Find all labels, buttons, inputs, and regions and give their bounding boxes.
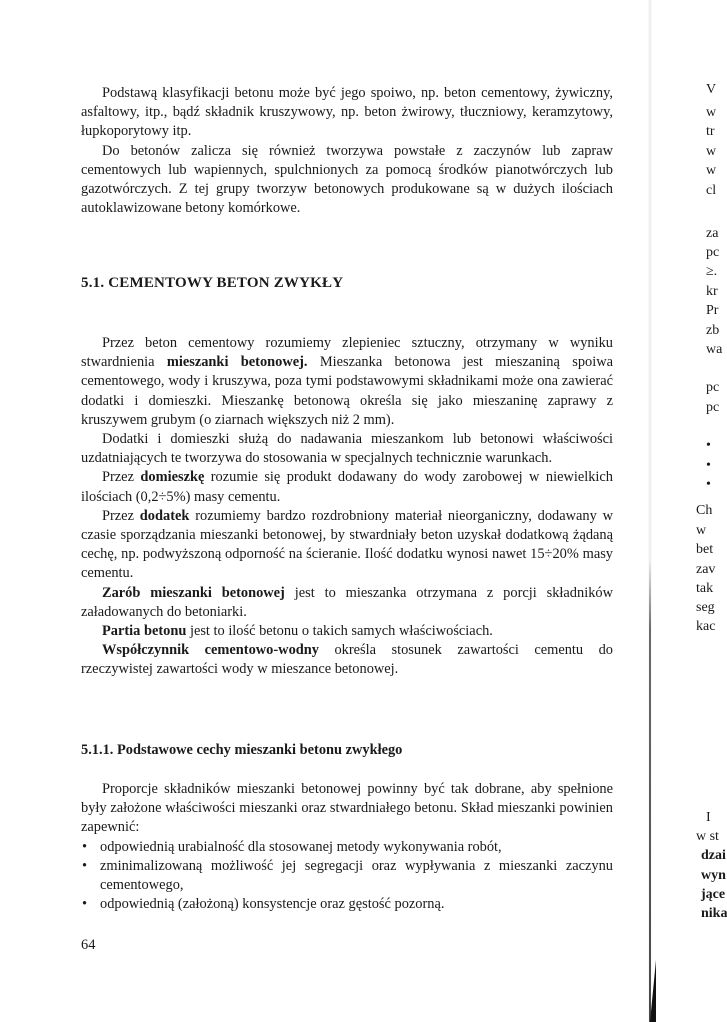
section-paragraph-7	[81, 641, 613, 679]
next-page-fragment: seg	[696, 600, 715, 615]
page-number: 64	[81, 937, 96, 953]
next-page-fragment: cl	[706, 183, 717, 198]
next-page-fragment: •	[706, 438, 711, 453]
binding-wedge	[650, 960, 656, 1022]
next-page-fragment: V	[706, 82, 717, 97]
section-heading: 5.1. CEMENTOWY BETON ZWYKŁY	[81, 275, 344, 291]
next-page-fragment: •	[706, 477, 711, 492]
section-paragraph-2: Dodatki i domieszki służą do nadawania mieszankom lub betonowi właściwości uzdatniających te tworzywa do stosowania w specjalnych technicznie warunkach.	[81, 431, 613, 467]
section-paragraph-5	[81, 584, 613, 622]
section-paragraph-1	[81, 334, 613, 430]
next-page-fragment: kr	[706, 284, 718, 299]
term-dodatek: dodatek	[139, 507, 190, 524]
section-body	[81, 334, 613, 680]
text-run: określa stosunek zawartości cementu do rzeczywistej zawartości wody w mieszance betonowej.	[81, 642, 613, 678]
next-page-fragment: kac	[696, 619, 716, 634]
next-page-fragment: zav	[696, 562, 716, 577]
list-item: • odpowiednią urabialność dla stosowanej metody wykonywania robót,	[81, 838, 613, 857]
binding-shadow	[649, 560, 651, 1022]
next-page-fragment: tr	[706, 124, 715, 139]
intro-block	[81, 84, 613, 218]
list-item: • zminimalizowaną możliwość jej segregacji oraz wypływania z mieszanki zaczynu cementowego,	[81, 857, 613, 895]
next-page-fragment: jące	[701, 887, 726, 902]
next-page-fragment: I	[706, 810, 711, 825]
text-run: Przez	[102, 507, 140, 524]
next-page-fragment: wyn	[701, 868, 726, 883]
text-run: Mieszanka betonowa jest mieszaniną spoiwa cementowego, wody i kruszywa, poza tymi podstawowymi składnikami może ona zawierać dodatki i domieszki. Mieszankę betonową określa się jako mieszaninę zaprawy z kruszywem grubym (o ziarnach większych niż 2 mm).	[81, 354, 613, 428]
next-page-fragment: pc	[706, 245, 720, 260]
next-page-fragment: tak	[696, 581, 714, 596]
section-paragraph-3	[81, 468, 613, 506]
next-page-fragment: zb	[706, 323, 720, 338]
next-page-fragment: w	[706, 105, 717, 120]
section-paragraph-6	[81, 622, 613, 641]
next-page-fragment: wa	[706, 342, 723, 357]
term-wspolczynnik: Współczynnik cementowo-wodny	[102, 642, 319, 659]
next-page-fragment: za	[706, 226, 719, 241]
text-run: jest to mieszanka otrzymana z porcji składników załadowanych do betoniarki.	[81, 584, 613, 620]
next-page-fragment: Ch	[696, 503, 713, 518]
term-mieszanka: mieszanki betonowej.	[166, 354, 308, 371]
next-page-fragment: w st	[696, 829, 719, 844]
requirements-list	[81, 838, 613, 915]
next-page-sliver	[648, 0, 727, 1022]
next-page-fragment: pc	[706, 380, 720, 395]
next-page-fragment: ≥.	[706, 264, 718, 279]
next-page-fragment: w	[696, 523, 707, 538]
list-item: • odpowiednią (założoną) konsystencje oraz gęstość pozorną.	[81, 895, 613, 914]
term-partia: Partia betonu	[102, 623, 187, 640]
subsection-paragraph-1: Proporcje składników mieszanki betonowej powinny być tak dobrane, aby spełnione były założone właściwości mieszanki oraz stwardniałego betonu. Skład mieszanki powinien zapewnić:	[81, 781, 613, 836]
subsection-heading: 5.1.1. Podstawowe cechy mieszanki betonu zwykłego	[81, 742, 403, 758]
text-run: rozumie się produkt dodawany do wody zarobowej w niewielkich ilościach (0,2÷5%) masy cementu.	[81, 469, 614, 505]
next-page-fragment: •	[706, 458, 711, 473]
next-page-fragment: w	[706, 163, 717, 178]
subsection-body	[81, 780, 613, 914]
text-run: rozumiemy bardzo rozdrobniony materiał nieorganiczny, dodawany w czasie sporządzania mieszanki betonowej, by stwardniały beton uzyskał dodatkową żądaną cechę, np. podwyższoną odporność na ścieranie. Ilość dodatku wynosi nawet 15÷20% masy cementu.	[81, 507, 614, 582]
next-page-fragment: nika	[701, 906, 727, 921]
next-page-fragment: dzai	[701, 848, 726, 863]
next-page-fragment: pc	[706, 400, 720, 415]
next-page-fragment: Pr	[706, 303, 719, 318]
text-run: jest to ilość betonu o takich samych właściwościach.	[186, 623, 493, 640]
next-page-fragment: bet	[696, 542, 714, 557]
text-run: Przez	[102, 469, 141, 486]
text-run: Przez beton cementowy rozumiemy zlepieniec sztuczny, otrzymany w wyniku stwardnienia	[81, 335, 613, 371]
term-domieszka: domieszkę	[140, 469, 205, 486]
intro-paragraph-1: Podstawą klasyfikacji betonu może być jego spoiwo, np. beton cementowy, żywiczny, asfaltowy, itp., bądź składnik kruszywowy, np. beton żwirowy, tłuczniowy, keramzytowy, łupkoporytowy itp.	[81, 85, 613, 140]
next-page-fragment: w	[706, 144, 717, 159]
intro-paragraph-2: Do betonów zalicza się również tworzywa powstałe z zaczynów lub zapraw cementowych lub wapiennych, spulchnionych za pomocą środków pianotwórczych lub gazotwórczych. Z tej grupy tworzyw betonowych produkowane są w dużych ilościach autoklawizowane betony komórkowe.	[81, 142, 613, 217]
section-paragraph-4	[81, 507, 613, 584]
term-zarob: Zarób mieszanki betonowej	[102, 584, 285, 601]
